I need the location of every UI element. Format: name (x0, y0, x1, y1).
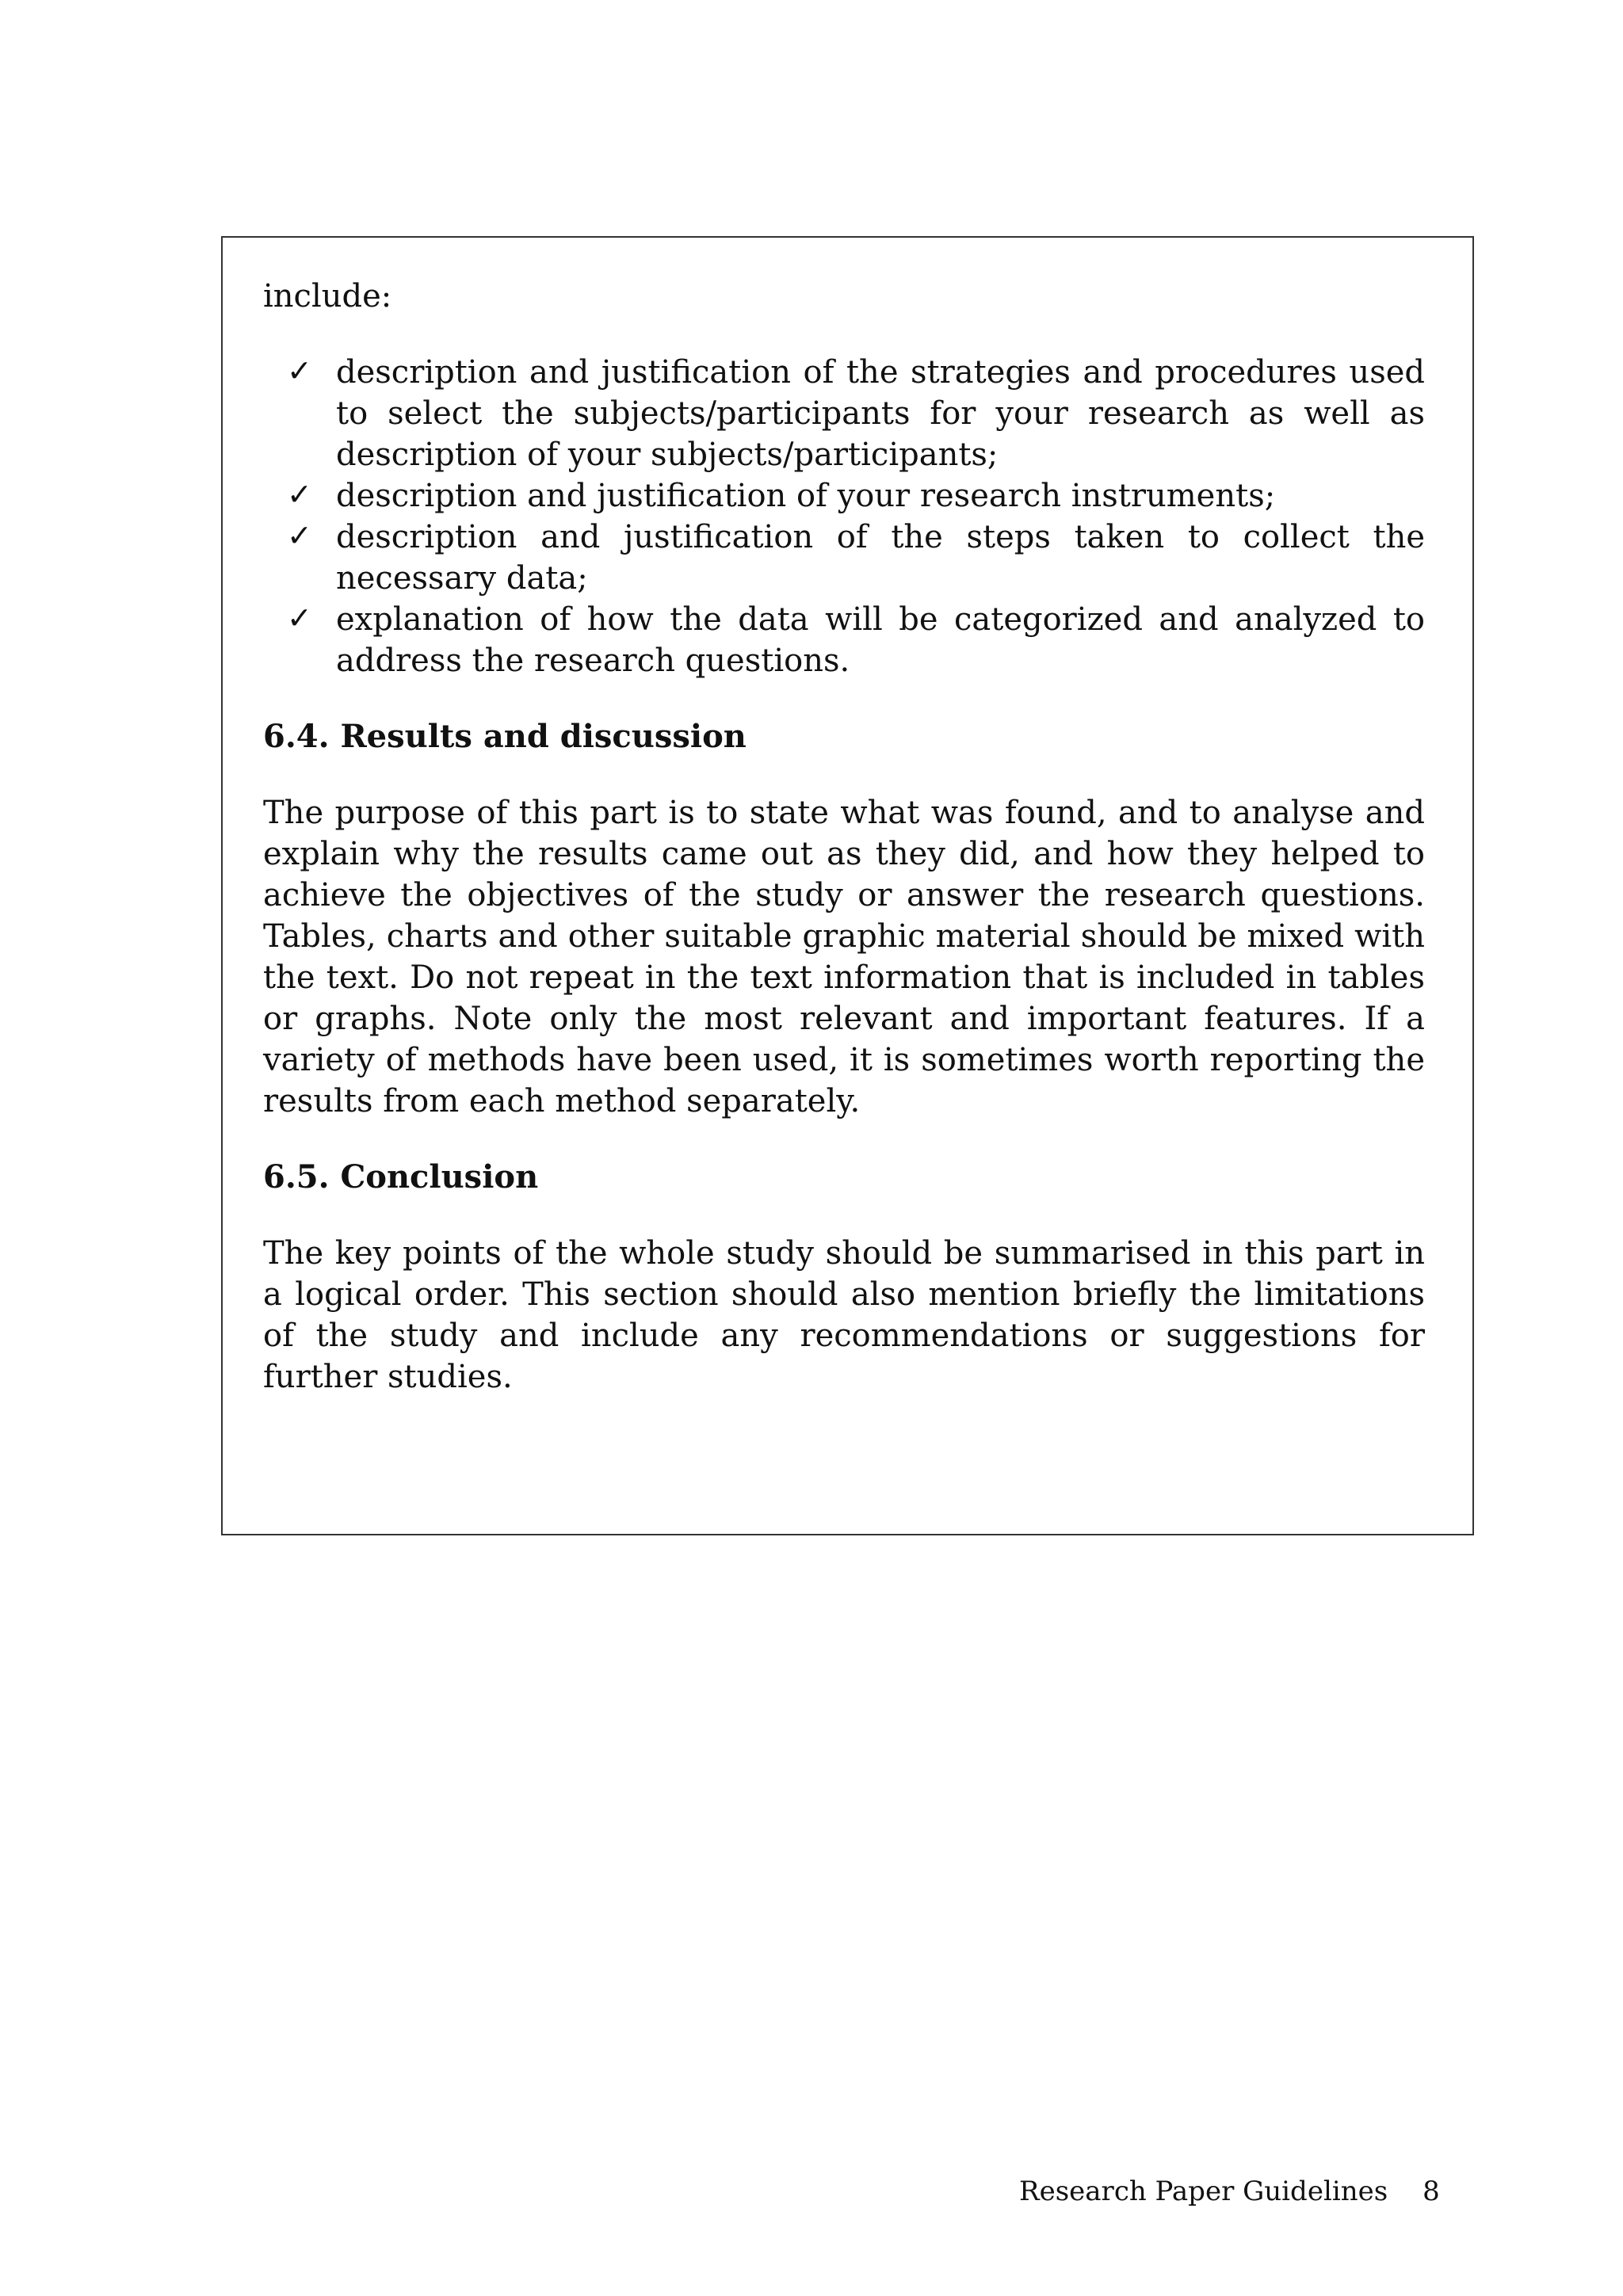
content-box (221, 236, 1474, 1535)
section-heading-results: 6.4. Results and discussion (263, 718, 747, 755)
checklist-item-text: description and justification of your research instruments; (336, 478, 1276, 514)
section-body-results: The purpose of this part is to state what was found, and to analyse and explain why the results came out as they did, and how they helped to achieve the objectives of the study or answer the research questions. Tables, charts and other suitable graphic material should be mixed with the text. Do not repeat in the text information that is included in tables or graphs. Note only the most relevant and important features. If a variety of methods have been used, it is sometimes worth reporting the results from each method separately. (263, 795, 1425, 1119)
section-heading-conclusion: 6.5. Conclusion (263, 1158, 539, 1196)
checklist-item-text: description and justification of the strategies and procedures used to select the subjects/participants for your research as well as description of your subjects/participants; (336, 354, 1425, 473)
section-body-conclusion: The key points of the whole study should be summarised in this part in a logical order. This section should also mention briefly the limitations of the study and include any recommendations or suggestions for further studies. (263, 1235, 1425, 1395)
checkmark-icon: ✓ (287, 477, 312, 512)
checklist-item (263, 352, 1425, 475)
checkmark-icon: ✓ (287, 601, 312, 635)
box-content (263, 276, 1425, 1398)
checklist-item (263, 475, 1425, 517)
checklist-item (263, 517, 1425, 599)
checkmark-icon: ✓ (287, 353, 312, 388)
page-number: 8 (1423, 2176, 1440, 2207)
footer-title: Research Paper Guidelines (1019, 2176, 1388, 2207)
checkmark-icon: ✓ (287, 518, 312, 553)
page-footer (1019, 2174, 1440, 2209)
checklist-item (263, 599, 1425, 681)
checklist (263, 352, 1425, 681)
checklist-item-text: description and justification of the steps taken to collect the necessary data; (336, 519, 1425, 597)
intro-text: include: (263, 278, 392, 315)
checklist-item-text: explanation of how the data will be categorized and analyzed to address the research questions. (336, 601, 1425, 679)
